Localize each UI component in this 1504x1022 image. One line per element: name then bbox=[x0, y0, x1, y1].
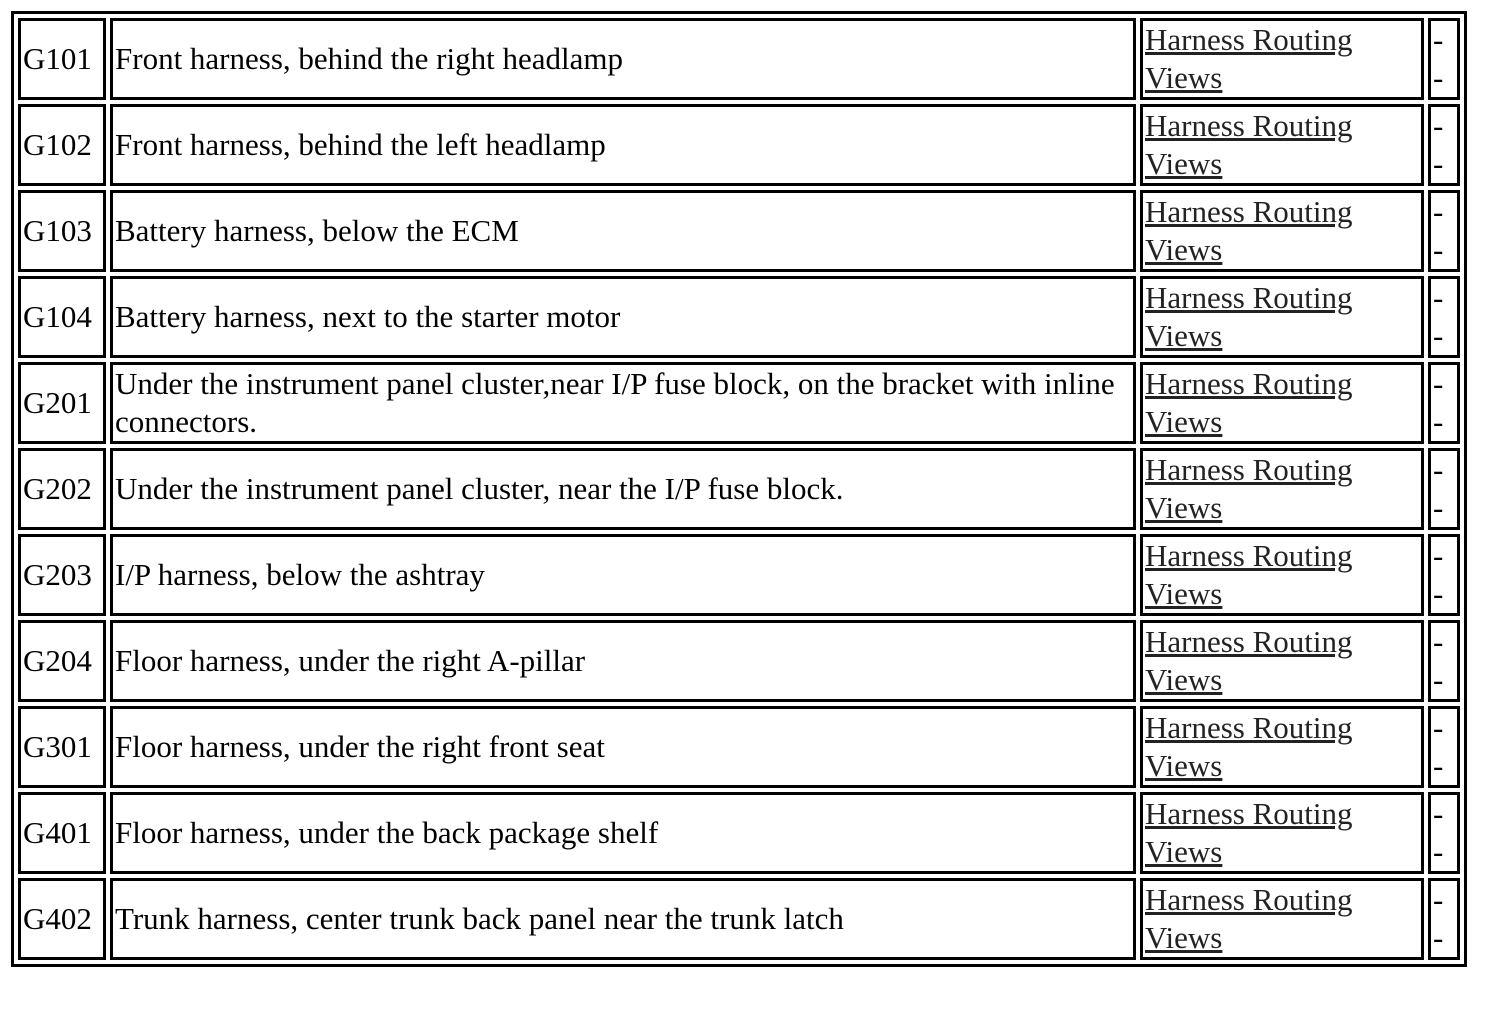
dash-cell bbox=[1428, 18, 1460, 100]
ground-id-cell: G402 bbox=[18, 878, 106, 960]
location-cell: Floor harness, under the back package shelf bbox=[110, 792, 1136, 874]
dash-text: - bbox=[1433, 60, 1444, 95]
dash-text: - bbox=[1433, 452, 1444, 487]
harness-routing-views-link[interactable]: Harness Routing Views bbox=[1145, 538, 1353, 611]
link-cell bbox=[1140, 878, 1424, 960]
ground-id-cell: G104 bbox=[18, 276, 106, 358]
location-cell: Floor harness, under the right A-pillar bbox=[110, 620, 1136, 702]
dash-text: - bbox=[1433, 920, 1444, 955]
ground-id-cell: G201 bbox=[18, 362, 106, 444]
dash-text: - bbox=[1433, 194, 1444, 229]
table-row bbox=[18, 276, 1460, 358]
harness-routing-views-link[interactable]: Harness Routing Views bbox=[1145, 882, 1353, 955]
ground-id-cell: G101 bbox=[18, 18, 106, 100]
dash-cell bbox=[1428, 104, 1460, 186]
dash-text: - bbox=[1433, 280, 1444, 315]
table-row bbox=[18, 706, 1460, 788]
dash-text: - bbox=[1433, 882, 1444, 917]
harness-routing-views-link[interactable]: Harness Routing Views bbox=[1145, 108, 1353, 181]
dash-text: - bbox=[1433, 404, 1444, 439]
dash-text: - bbox=[1433, 108, 1444, 143]
harness-routing-views-link[interactable]: Harness Routing Views bbox=[1145, 624, 1353, 697]
link-cell bbox=[1140, 362, 1424, 444]
dash-text: - bbox=[1433, 366, 1444, 401]
table-row bbox=[18, 534, 1460, 616]
link-cell bbox=[1140, 448, 1424, 530]
dash-text: - bbox=[1433, 710, 1444, 745]
link-cell bbox=[1140, 18, 1424, 100]
table-row bbox=[18, 878, 1460, 960]
dash-text: - bbox=[1433, 576, 1444, 611]
dash-cell bbox=[1428, 190, 1460, 272]
harness-routing-views-link[interactable]: Harness Routing Views bbox=[1145, 366, 1353, 439]
ground-id-cell: G103 bbox=[18, 190, 106, 272]
ground-id-cell: G301 bbox=[18, 706, 106, 788]
ground-id-cell: G401 bbox=[18, 792, 106, 874]
dash-text: - bbox=[1433, 662, 1444, 697]
dash-cell bbox=[1428, 620, 1460, 702]
table-row bbox=[18, 792, 1460, 874]
dash-text: - bbox=[1433, 490, 1444, 525]
location-cell: Front harness, behind the left headlamp bbox=[110, 104, 1136, 186]
link-cell bbox=[1140, 792, 1424, 874]
link-cell bbox=[1140, 276, 1424, 358]
table-row bbox=[18, 448, 1460, 530]
harness-routing-views-link[interactable]: Harness Routing Views bbox=[1145, 22, 1353, 95]
ground-locations-table bbox=[11, 11, 1467, 967]
location-cell: Under the instrument panel cluster, near the I/P fuse block. bbox=[110, 448, 1136, 530]
dash-text: - bbox=[1433, 796, 1444, 831]
table-body bbox=[18, 18, 1460, 960]
link-cell bbox=[1140, 706, 1424, 788]
dash-text: - bbox=[1433, 22, 1444, 57]
location-cell: Trunk harness, center trunk back panel near the trunk latch bbox=[110, 878, 1136, 960]
location-cell: Floor harness, under the right front seat bbox=[110, 706, 1136, 788]
dash-text: - bbox=[1433, 834, 1444, 869]
dash-cell bbox=[1428, 276, 1460, 358]
dash-cell bbox=[1428, 792, 1460, 874]
harness-routing-views-link[interactable]: Harness Routing Views bbox=[1145, 452, 1353, 525]
link-cell bbox=[1140, 534, 1424, 616]
ground-locations-container bbox=[11, 11, 1467, 967]
dash-text: - bbox=[1433, 748, 1444, 783]
dash-text: - bbox=[1433, 146, 1444, 181]
dash-cell bbox=[1428, 534, 1460, 616]
link-cell bbox=[1140, 620, 1424, 702]
ground-id-cell: G202 bbox=[18, 448, 106, 530]
dash-cell bbox=[1428, 362, 1460, 444]
harness-routing-views-link[interactable]: Harness Routing Views bbox=[1145, 710, 1353, 783]
dash-cell bbox=[1428, 448, 1460, 530]
harness-routing-views-link[interactable]: Harness Routing Views bbox=[1145, 280, 1353, 353]
dash-cell bbox=[1428, 878, 1460, 960]
table-row bbox=[18, 104, 1460, 186]
table-row bbox=[18, 18, 1460, 100]
ground-id-cell: G102 bbox=[18, 104, 106, 186]
location-cell: I/P harness, below the ashtray bbox=[110, 534, 1136, 616]
location-cell: Battery harness, next to the starter motor bbox=[110, 276, 1136, 358]
harness-routing-views-link[interactable]: Harness Routing Views bbox=[1145, 194, 1353, 267]
dash-text: - bbox=[1433, 318, 1444, 353]
ground-id-cell: G204 bbox=[18, 620, 106, 702]
table-row bbox=[18, 190, 1460, 272]
dash-text: - bbox=[1433, 232, 1444, 267]
harness-routing-views-link[interactable]: Harness Routing Views bbox=[1145, 796, 1353, 869]
table-row bbox=[18, 362, 1460, 444]
dash-text: - bbox=[1433, 624, 1444, 659]
dash-text: - bbox=[1433, 538, 1444, 573]
dash-cell bbox=[1428, 706, 1460, 788]
link-cell bbox=[1140, 104, 1424, 186]
link-cell bbox=[1140, 190, 1424, 272]
table-row bbox=[18, 620, 1460, 702]
location-cell: Battery harness, below the ECM bbox=[110, 190, 1136, 272]
ground-id-cell: G203 bbox=[18, 534, 106, 616]
location-cell: Front harness, behind the right headlamp bbox=[110, 18, 1136, 100]
location-cell: Under the instrument panel cluster,near I/P fuse block, on the bracket with inline connectors. bbox=[110, 362, 1136, 444]
